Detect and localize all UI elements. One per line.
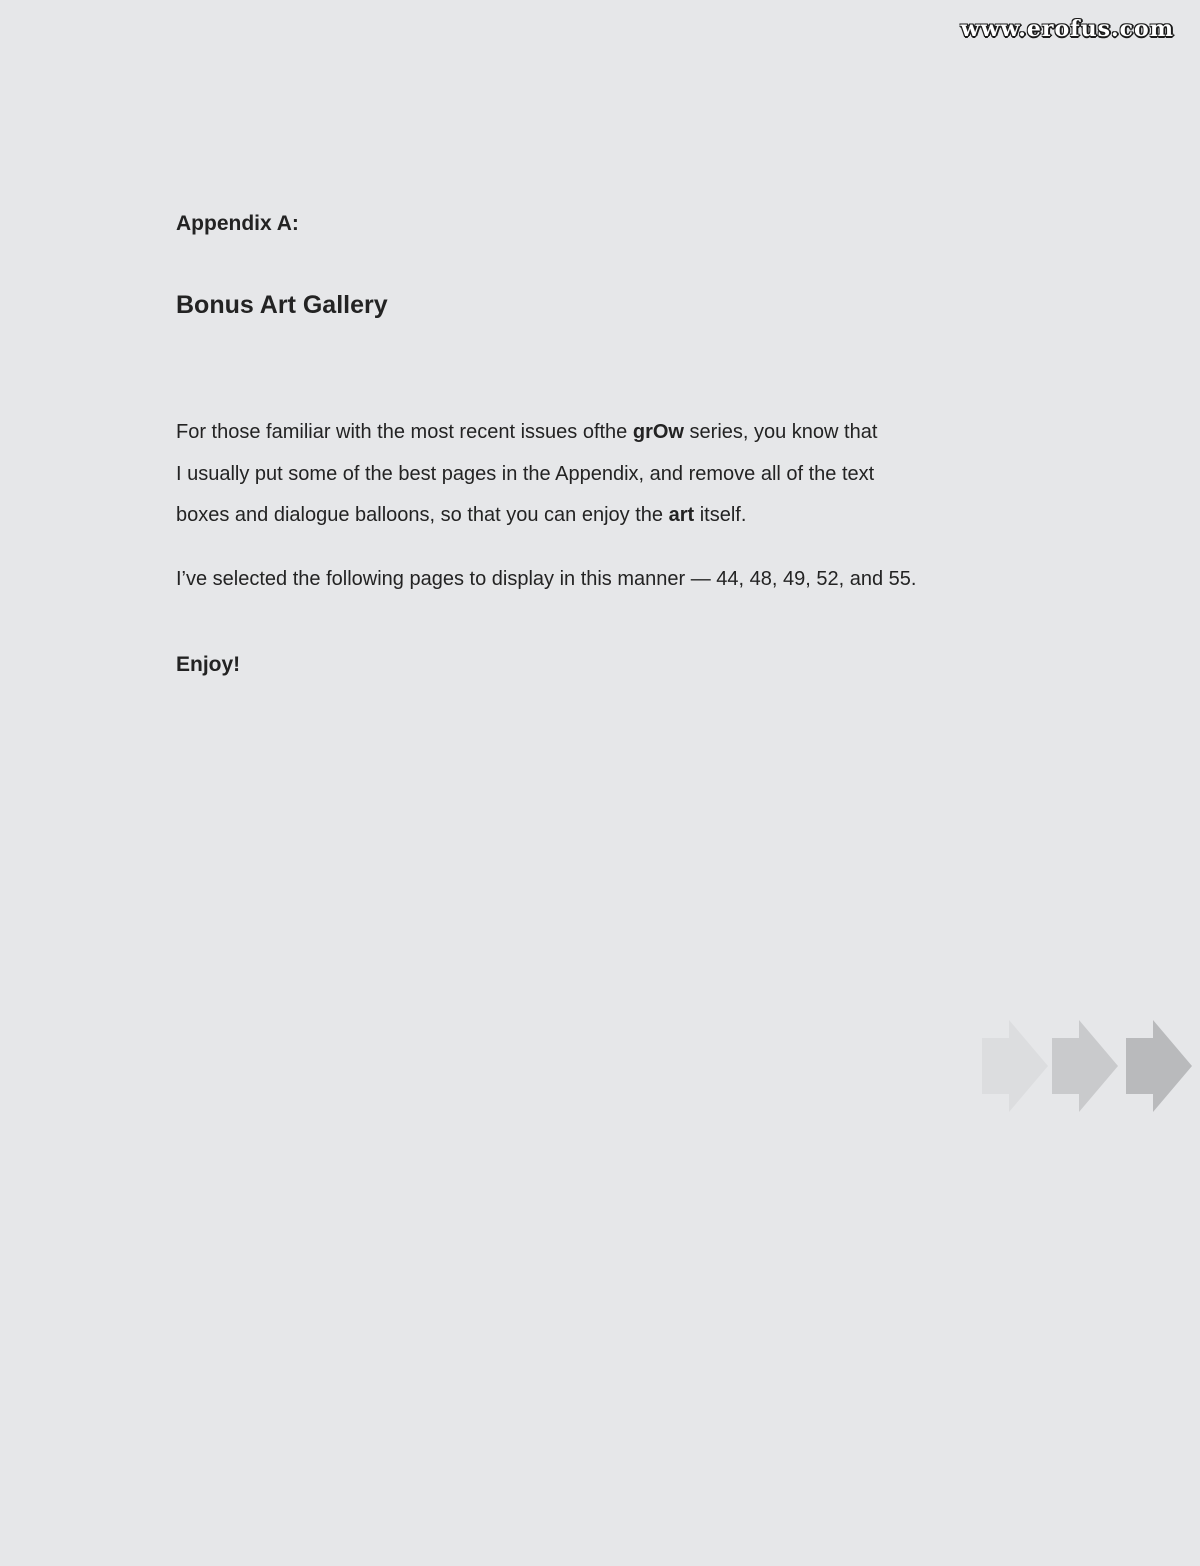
intro-line-3-end: itself. <box>694 504 747 526</box>
intro-line-3 <box>176 495 1036 537</box>
arrow-dark-icon <box>1126 1020 1192 1112</box>
next-page-arrows-icon[interactable] <box>982 1020 1194 1112</box>
arrow-light-icon <box>982 1020 1048 1112</box>
intro-line-2: I usually put some of the best pages in the Appendix, and remove all of the text <box>176 462 875 485</box>
intro-line-1 <box>176 412 1036 454</box>
selected-pages-text: I’ve selected the following pages to display in this manner — 44, 48, 49, 52, and 55. <box>176 568 917 590</box>
intro-paragraph <box>176 412 1036 537</box>
intro-line-1-end: series, you know that <box>683 421 878 443</box>
closing-text: Enjoy! <box>176 653 241 676</box>
arrow-medium-icon <box>1052 1020 1118 1112</box>
intro-line-1-start: For those familiar with the most recent issues ofthe <box>176 421 633 443</box>
page-title: Bonus Art Gallery <box>176 291 388 319</box>
appendix-label: Appendix A: <box>176 212 299 235</box>
series-name: grOw <box>632 421 684 443</box>
art-emphasis: art <box>668 504 695 526</box>
intro-line-3-start: boxes and dialogue balloons, so that you can enjoy the <box>176 504 669 526</box>
watermark-text: www.erofus.com <box>960 16 1174 42</box>
